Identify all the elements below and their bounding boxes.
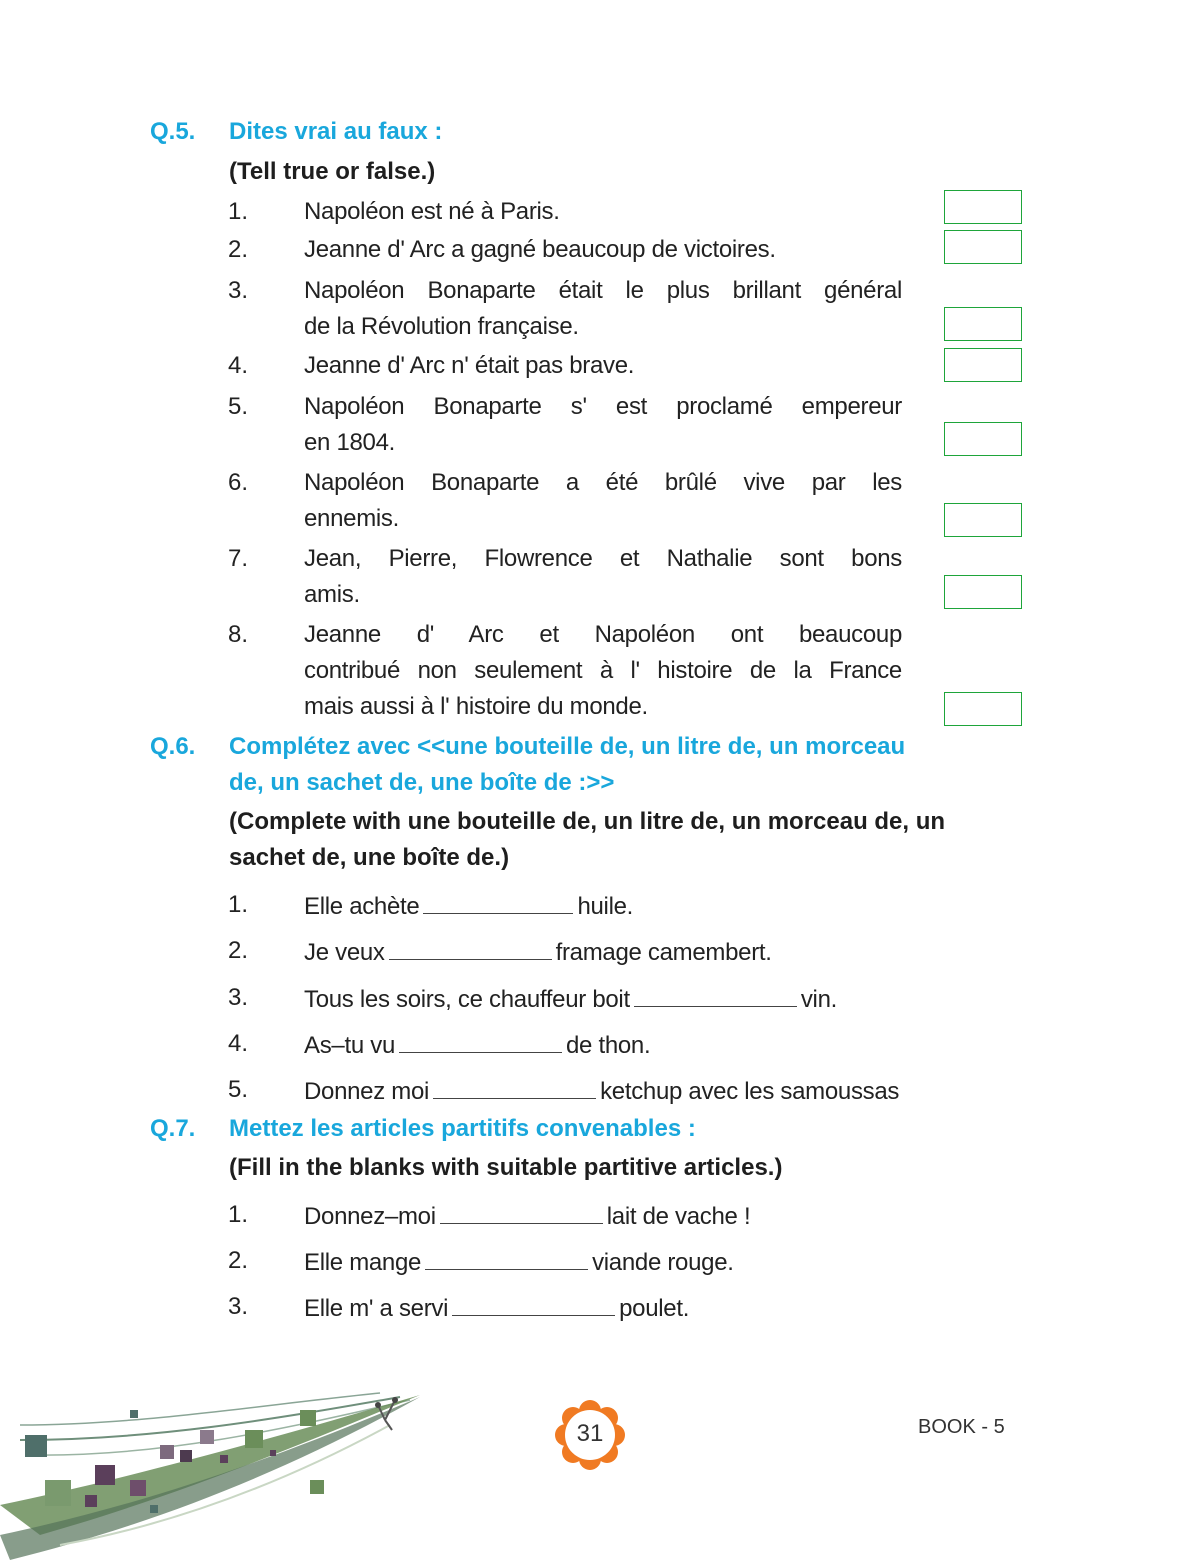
q7-item-3-before: Elle m' a servi [304,1295,449,1322]
q5-item-1-number: 1. [228,198,249,225]
answer-box-8[interactable] [944,692,1022,726]
q6-number: Q.6. [150,733,196,760]
answer-box-4[interactable] [944,348,1022,382]
q5-subtitle: (Tell true or false.) [229,158,436,185]
q5-title: Dites vrai au faux : [229,118,443,145]
q5-item-3-line-1: Napoléon Bonaparte était le plus brillant général [304,277,902,304]
q7-item-2-after: viande rouge. [592,1249,734,1276]
q5-item-5-line-2: en 1804. [304,429,396,456]
q6-item-5 [304,1076,899,1106]
q6-item-5-before: Donnez moi [304,1078,430,1105]
q5-item-2-text: Jeanne d' Arc a gagné beaucoup de victoires. [304,236,776,263]
q5-item-8-line-3: mais aussi à l' histoire du monde. [304,693,648,720]
q5-item-7-line-1: Jean, Pierre, Flowrence et Nathalie sont bons [304,545,902,572]
answer-box-3[interactable] [944,307,1022,341]
q6-item-4-after: de thon. [566,1032,651,1059]
q6-item-3-before: Tous les soirs, ce chauffeur boit [304,986,630,1013]
q5-item-8-number: 8. [228,621,249,648]
q5-item-7-number: 7. [228,545,249,572]
q5-item-8-line-2: contribué non seulement à l' histoire de la France [304,657,902,684]
q6-title-line-2: de, un sachet de, une boîte de :>> [229,769,615,796]
decorative-swoosh-graphic [0,1385,440,1563]
q6-item-5-after: ketchup avec les samoussas [600,1078,900,1105]
answer-box-7[interactable] [944,575,1022,609]
q6-subtitle-line-1: (Complete with une bouteille de, un litre de, un morceau de, un [229,808,946,835]
q5-item-4-text: Jeanne d' Arc n' était pas brave. [304,352,635,379]
q6-item-3 [304,984,837,1014]
q5-item-6-line-2: ennemis. [304,505,399,532]
q6-item-3-number: 3. [228,984,249,1011]
q6-item-5-blank[interactable] [433,1076,596,1099]
q6-item-1-before: Elle achète [304,893,420,920]
q5-item-7-line-2: amis. [304,581,360,608]
q6-item-4-number: 4. [228,1030,249,1057]
q5-item-6-line-1: Napoléon Bonaparte a été brûlé vive par les [304,469,902,496]
q5-number: Q.5. [150,118,196,145]
q7-item-2-number: 2. [228,1247,249,1274]
q5-item-3-line-2: de la Révolution française. [304,313,579,340]
q5-item-5-number: 5. [228,393,249,420]
book-label: BOOK - 5 [918,1416,1005,1438]
q7-item-2-blank[interactable] [425,1247,588,1270]
q7-item-3-after: poulet. [619,1295,690,1322]
q5-item-3-number: 3. [228,277,249,304]
q6-item-3-blank[interactable] [634,984,797,1007]
q7-item-3 [304,1293,689,1323]
q7-item-1 [304,1201,750,1231]
answer-box-2[interactable] [944,230,1022,264]
q7-item-1-blank[interactable] [440,1201,603,1224]
q6-item-5-number: 5. [228,1076,249,1103]
q6-item-1-blank[interactable] [423,891,573,914]
q5-item-6-number: 6. [228,469,249,496]
q7-item-1-number: 1. [228,1201,249,1228]
q5-item-8-line-1: Jeanne d' Arc et Napoléon ont beaucoup [304,621,902,648]
answer-box-1[interactable] [944,190,1022,224]
q6-item-2-after: framage camembert. [555,939,772,966]
q6-item-4-blank[interactable] [399,1030,562,1053]
q7-subtitle: (Fill in the blanks with suitable partitive articles.) [229,1154,783,1181]
q6-item-4 [304,1030,650,1060]
q6-item-2-before: Je veux [304,939,385,966]
q7-item-1-before: Donnez–moi [304,1203,436,1230]
answer-box-6[interactable] [944,503,1022,537]
q7-item-2 [304,1247,734,1277]
q5-item-5-line-1: Napoléon Bonaparte s' est proclamé empereur [304,393,902,420]
q6-title-line-1: Complétez avec <<une bouteille de, un litre de, un morceau [229,733,906,760]
q6-item-1 [304,891,633,921]
q6-item-2 [304,937,772,967]
q5-item-1-text: Napoléon est né à Paris. [304,198,560,225]
q6-item-3-after: vin. [800,986,837,1013]
answer-box-5[interactable] [944,422,1022,456]
q5-item-2-number: 2. [228,236,249,263]
q7-item-3-blank[interactable] [452,1293,615,1316]
q6-item-1-after: huile. [577,893,634,920]
q6-item-1-number: 1. [228,891,249,918]
q7-title: Mettez les articles partitifs convenables : [229,1115,696,1142]
q7-item-2-before: Elle mange [304,1249,422,1276]
q6-item-4-before: As–tu vu [304,1032,395,1059]
q6-item-2-blank[interactable] [389,937,552,960]
q7-number: Q.7. [150,1115,196,1142]
page-number: 31 [576,1420,604,1447]
q5-item-4-number: 4. [228,352,249,379]
q6-item-2-number: 2. [228,937,249,964]
q7-item-1-after: lait de vache ! [606,1203,751,1230]
q6-subtitle-line-2: sachet de, une boîte de.) [229,844,510,871]
q7-item-3-number: 3. [228,1293,249,1320]
